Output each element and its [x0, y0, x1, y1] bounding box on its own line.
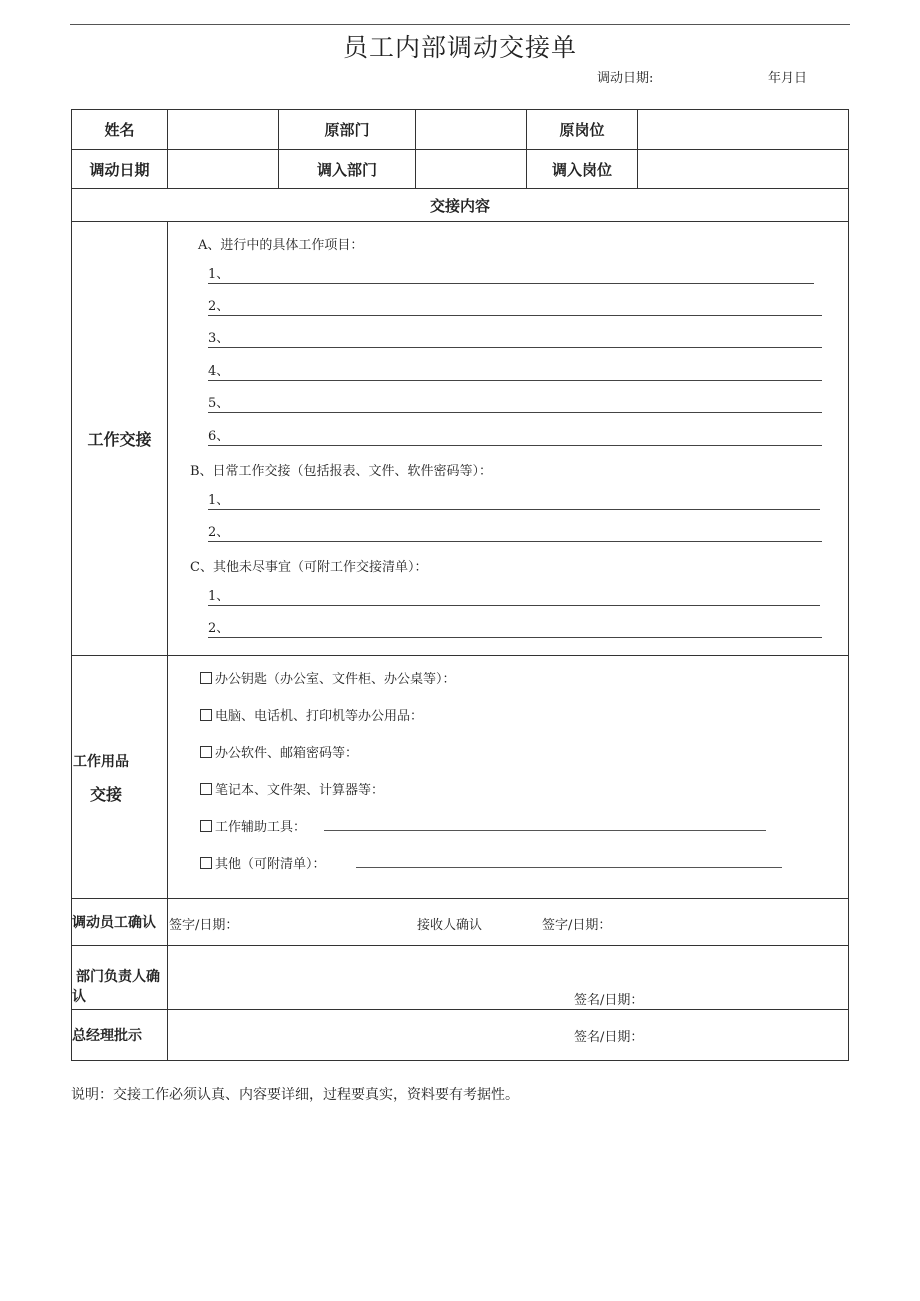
section-a-line[interactable]: [208, 395, 822, 413]
line-number: 3、: [208, 331, 230, 346]
date-year-month-day: 年月日: [768, 71, 808, 86]
section-a-line[interactable]: [208, 428, 822, 446]
line-number: 1、: [208, 589, 230, 604]
gm-approval-label: 总经理批示: [72, 1010, 168, 1061]
line-number: 6、: [208, 429, 230, 444]
checkbox-icon[interactable]: [200, 746, 212, 758]
checkbox-icon[interactable]: [200, 820, 212, 832]
section-c-line[interactable]: [208, 620, 822, 638]
line-number: 4、: [208, 364, 230, 379]
line-number: 1、: [208, 267, 230, 282]
employee-confirm-content: [168, 899, 849, 946]
transfer-date-label: 调动日期:: [597, 71, 654, 86]
dept-head-row: [72, 946, 849, 1010]
receiver-confirm-label: 接收人确认: [417, 918, 483, 933]
supply-item-keys[interactable]: [200, 668, 456, 687]
form-title: 员工内部调动交接单: [342, 33, 577, 62]
supply-label: 办公软件、邮箱密码等：: [215, 746, 359, 761]
dept-head-sign-date[interactable]: 签名/日期：: [574, 993, 644, 1008]
supply-item-tools[interactable]: [200, 816, 306, 835]
orig-dept-label: 原部门: [279, 110, 416, 150]
supply-label: 办公钥匙（办公室、文件柜、办公桌等）：: [215, 672, 456, 687]
handover-content-row: [72, 189, 849, 222]
section-c-line[interactable]: [208, 588, 820, 606]
new-dept-label: 调入部门: [279, 150, 416, 189]
work-handover-label: 工作交接: [72, 222, 168, 656]
orig-post-field[interactable]: [638, 110, 849, 150]
new-dept-field[interactable]: [416, 150, 527, 189]
handover-content-label: 交接内容: [72, 189, 849, 222]
section-b-line[interactable]: [208, 524, 822, 542]
footnote: 说明：交接工作必须认真、内容要详细，过程要真实，资料要有考据性。: [71, 1087, 519, 1103]
checkbox-icon[interactable]: [200, 709, 212, 721]
new-post-label: 调入岗位: [527, 150, 638, 189]
receiver-sign-date[interactable]: 签字/日期：: [542, 918, 612, 933]
work-handover-row: [72, 222, 849, 656]
supplies-content: [168, 656, 849, 899]
supply-label: 电脑、电话机、打印机等办公用品：: [215, 709, 424, 724]
orig-post-label: 原岗位: [527, 110, 638, 150]
handover-form-table: [71, 109, 849, 1061]
dept-head-confirm-text: 部门负责人确认: [72, 969, 160, 1005]
name-field[interactable]: [168, 110, 279, 150]
gm-approval-row: [72, 1010, 849, 1061]
checkbox-icon[interactable]: [200, 857, 212, 869]
transfer-date-field[interactable]: [168, 150, 279, 189]
transfer-date-cell-label: 调动日期: [72, 150, 168, 189]
other-fill-line[interactable]: [356, 867, 782, 868]
supply-item-other[interactable]: [200, 853, 326, 872]
section-a-line[interactable]: [208, 266, 814, 284]
top-rule: [70, 24, 850, 25]
info-row-1: [72, 110, 849, 150]
dept-head-confirm-label: [72, 946, 168, 1010]
section-b-line[interactable]: [208, 492, 820, 510]
dept-head-content: [168, 946, 849, 1010]
line-number: 2、: [208, 621, 230, 636]
orig-dept-field[interactable]: [416, 110, 527, 150]
name-label: 姓名: [72, 110, 168, 150]
section-a-line[interactable]: [208, 363, 822, 381]
supply-item-software[interactable]: [200, 742, 358, 761]
supplies-row: [72, 656, 849, 899]
section-a-line[interactable]: [208, 330, 822, 348]
supplies-label-cell: [72, 656, 168, 899]
employee-confirm-row: [72, 899, 849, 946]
supply-label: 其他（可附清单）：: [215, 857, 326, 872]
gm-sign-date[interactable]: 签名/日期：: [574, 1030, 644, 1045]
tools-fill-line[interactable]: [324, 830, 766, 831]
checkbox-icon[interactable]: [200, 672, 212, 684]
new-post-field[interactable]: [638, 150, 849, 189]
section-a-line[interactable]: [208, 298, 822, 316]
checkbox-icon[interactable]: [200, 783, 212, 795]
supply-item-devices[interactable]: [200, 705, 423, 724]
employee-confirm-label: 调动员工确认: [72, 899, 168, 946]
supply-label: 工作辅助工具：: [215, 820, 307, 835]
supplies-label-2: 交接: [90, 785, 123, 804]
supply-label: 笔记本、文件架、计算器等：: [215, 783, 385, 798]
section-a-heading: A、进行中的具体工作项目：: [198, 238, 364, 253]
gm-approval-content: [168, 1010, 849, 1061]
section-c-heading: C、其他未尽事宜（可附工作交接清单）：: [190, 560, 428, 575]
work-handover-content: [168, 222, 849, 656]
employee-sign-date[interactable]: 签字/日期：: [169, 918, 239, 933]
line-number: 5、: [208, 396, 230, 411]
section-b-heading: B、日常工作交接（包括报表、文件、软件密码等）：: [190, 464, 493, 479]
line-number: 2、: [208, 299, 230, 314]
supplies-label: 工作用品: [73, 754, 129, 770]
line-number: 2、: [208, 525, 230, 540]
supply-item-notebooks[interactable]: [200, 779, 384, 798]
line-number: 1、: [208, 493, 230, 508]
info-row-2: [72, 150, 849, 189]
